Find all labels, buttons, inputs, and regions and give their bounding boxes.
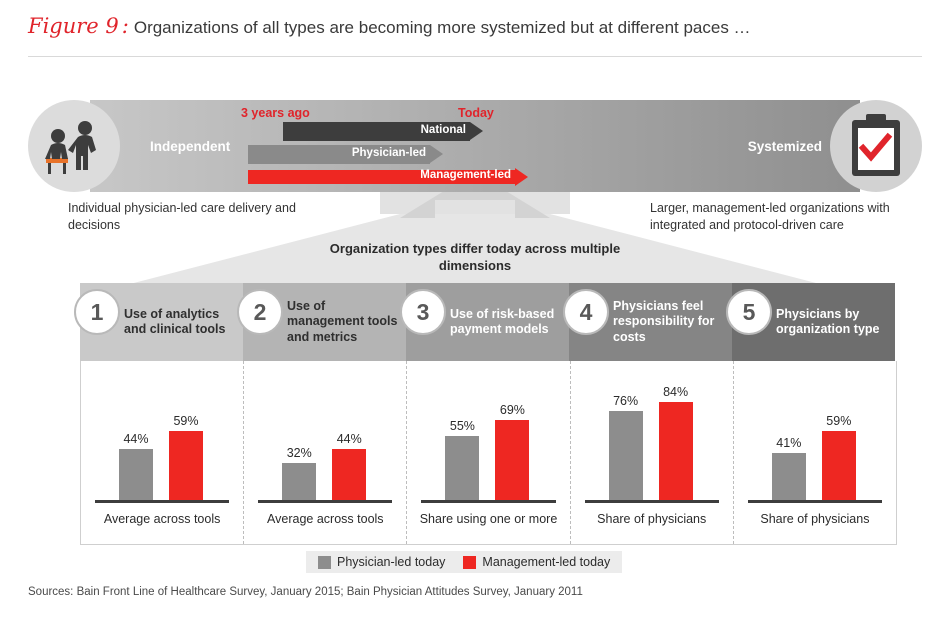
dimension-cell-3[interactable]: [406, 283, 569, 361]
axis-line-4: [585, 500, 719, 503]
bar-1-management-led-rect: [169, 431, 203, 501]
dimension-cell-5[interactable]: [732, 283, 895, 361]
dimension-label-3: Use of risk-based payment models: [450, 306, 555, 336]
arrow-management-led: [248, 168, 528, 187]
bar-4-management-led-value: 84%: [663, 384, 689, 399]
bar-1-physician-led-rect: [119, 449, 153, 501]
axis-line-2: [258, 500, 392, 503]
bars-group-3: [407, 381, 569, 501]
legend-item-physician-led[interactable]: [318, 555, 445, 569]
bar-5-physician-led[interactable]: [772, 436, 806, 501]
dimension-number-2: 2: [237, 289, 283, 335]
bar-4-physician-led-rect: [609, 411, 643, 501]
dimension-number-4: 4: [563, 289, 609, 335]
bar-1-management-led[interactable]: [169, 414, 203, 501]
legend-item-management-led[interactable]: [463, 555, 610, 569]
arrow-management-led-label: Management-led: [420, 169, 511, 181]
chart-column-1: [81, 361, 244, 544]
dimension-number-5: 5: [726, 289, 772, 335]
dimension-cell-1[interactable]: [80, 283, 243, 361]
bar-5-management-led[interactable]: [822, 414, 856, 501]
chart-column-5: [734, 361, 896, 544]
dimension-label-2: Use of management tools and metrics: [287, 298, 398, 344]
dimension-header-strip: [80, 283, 895, 361]
physician-patient-icon: [42, 114, 106, 178]
chart-column-2-caption: Average across tools: [267, 512, 384, 526]
chart-column-3-caption: Share using one or more: [419, 512, 558, 526]
independent-icon-circle: [28, 100, 120, 192]
axis-line-5: [748, 500, 882, 503]
bar-4-physician-led-value: 76%: [613, 394, 639, 409]
legend-swatch-management-led: [463, 556, 476, 569]
spectrum-left-label: Independent: [150, 139, 231, 154]
bar-4-physician-led[interactable]: [609, 394, 643, 501]
chart-column-4-caption: Share of physicians: [597, 512, 707, 526]
legend-swatch-physician-led: [318, 556, 331, 569]
spectrum-band-group: [28, 100, 922, 192]
chart-column-2: [244, 361, 407, 544]
arrow-physician-led: [248, 145, 443, 164]
dimension-number-3: 3: [400, 289, 446, 335]
bars-group-4: [571, 381, 733, 501]
bar-5-physician-led-value: 41%: [776, 435, 802, 450]
bar-3-physician-led-rect: [445, 436, 479, 501]
bar-3-management-led-rect: [495, 420, 529, 501]
title-divider: [28, 56, 922, 57]
bars-group-2: [244, 381, 406, 501]
bar-3-management-led-value: 69%: [499, 402, 525, 417]
dimension-number-1: 1: [74, 289, 120, 335]
bar-3-physician-led[interactable]: [445, 419, 479, 501]
bar-1-management-led-value: 59%: [173, 414, 199, 429]
arrow-national-head-icon: [470, 122, 483, 140]
dimension-label-4: Physicians feel responsibility for costs: [613, 298, 715, 344]
legend-label-physician-led: Physician-led today: [337, 555, 446, 569]
bar-2-management-led-rect: [332, 449, 366, 501]
chart-column-3: [407, 361, 570, 544]
bar-chart-panel: [80, 361, 897, 545]
bars-group-5: [734, 381, 896, 501]
dimension-label-5: Physicians by organization type: [776, 306, 880, 336]
timeline-label-today: Today: [458, 106, 494, 120]
arrow-national: [283, 122, 483, 141]
figure-title-text: Organizations of all types are becoming more systemized but at different paces …: [133, 18, 751, 37]
caption-independent: Individual physician-led care delivery and decisions: [68, 201, 296, 232]
bar-5-physician-led-rect: [772, 453, 806, 501]
bar-5-management-led-value: 59%: [826, 414, 852, 429]
chart-column-4: [571, 361, 734, 544]
chart-column-5-caption: Share of physicians: [760, 512, 870, 526]
arrow-management-led-head-icon: [515, 168, 528, 186]
arrow-national-label: National: [420, 124, 466, 136]
bar-4-management-led-rect: [659, 402, 693, 501]
bar-4-management-led[interactable]: [659, 385, 693, 501]
systemized-icon-circle: [830, 100, 922, 192]
timeline-label-3-years-ago: 3 years ago: [241, 106, 310, 120]
bar-5-management-led-rect: [822, 431, 856, 501]
funnel-heading: Organization types differ today across multiple dimensions: [329, 241, 621, 273]
bar-2-physician-led[interactable]: [282, 446, 316, 501]
axis-line-1: [95, 500, 229, 503]
bar-2-physician-led-rect: [282, 463, 316, 501]
bar-1-physician-led-value: 44%: [123, 432, 149, 447]
page-title: [28, 14, 928, 48]
dimension-cell-2[interactable]: [243, 283, 406, 361]
bars-group-1: [81, 381, 243, 501]
bar-1-physician-led[interactable]: [119, 432, 153, 501]
chart-legend: [306, 551, 622, 573]
clipboard-check-icon: [844, 112, 908, 180]
dimension-cell-4[interactable]: [569, 283, 732, 361]
dimension-label-1: Use of analytics and clinical tools: [124, 306, 226, 336]
figure-number-label: Figure 9: [28, 14, 119, 38]
bar-2-physician-led-value: 32%: [286, 446, 312, 461]
source-note: Sources: Bain Front Line of Healthcare Survey, January 2015; Bain Physician Attitudes Survey, January 2011: [28, 586, 583, 598]
bar-3-management-led[interactable]: [495, 403, 529, 501]
figure-colon: :: [121, 14, 129, 38]
bar-2-management-led-value: 44%: [336, 432, 362, 447]
axis-line-3: [421, 500, 555, 503]
chart-column-1-caption: Average across tools: [103, 512, 221, 526]
legend-label-management-led: Management-led today: [482, 555, 611, 569]
caption-systemized: Larger, management-led organizations with integrated and protocol-driven care: [650, 201, 890, 232]
arrow-physician-led-label: Physician-led: [351, 147, 426, 159]
arrow-physician-led-head-icon: [430, 145, 443, 163]
bar-2-management-led[interactable]: [332, 432, 366, 501]
spectrum-right-label: Systemized: [747, 139, 822, 154]
bar-3-physician-led-value: 55%: [449, 419, 475, 434]
